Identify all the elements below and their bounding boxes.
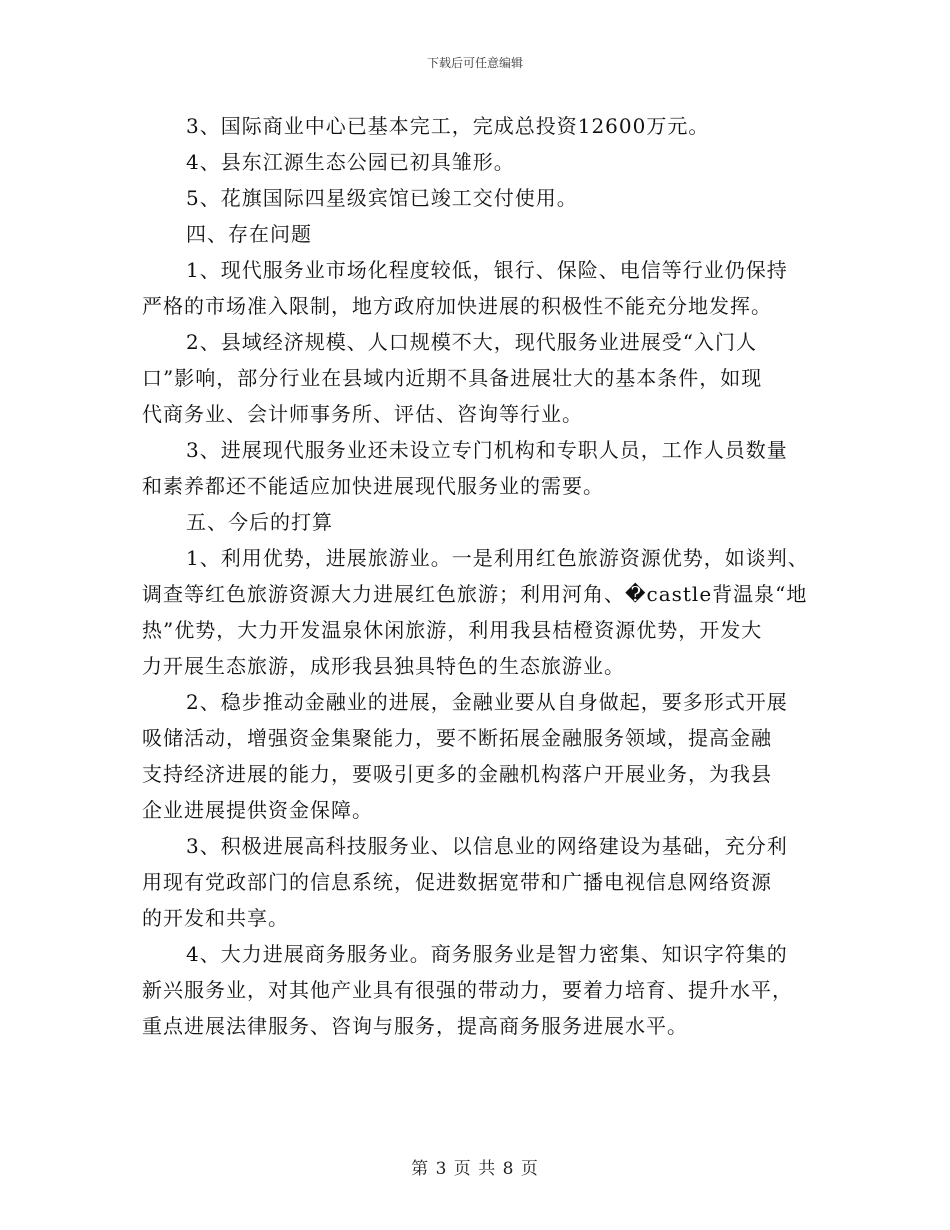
section-heading: 四、存在问题 [186, 222, 312, 246]
paragraph-line: 用现有党政部门的信息系统，促进数据宽带和广播电视信息网络资源 [142, 870, 772, 894]
paragraph-line: 4、大力进展商务服务业。商务服务业是智力密集、知识字符集的 [186, 942, 788, 966]
paragraph-line: 调查等红色旅游资源大力进展红色旅游；利用河角、�castle背温泉“地 [142, 582, 808, 606]
paragraph-line: 2、稳步推动金融业的进展，金融业要从自身做起，要多形式开展 [186, 690, 788, 714]
paragraph-line: 支持经济进展的能力，要吸引更多的金融机构落户开展业务，为我县 [142, 762, 772, 786]
paragraph-line: 1、现代服务业市场化程度较低，银行、保险、电信等行业仍保持 [186, 258, 788, 282]
paragraph-line: 代商务业、会计师事务所、评估、咨询等行业。 [142, 402, 583, 426]
paragraph-line: 重点进展法律服务、咨询与服务，提高商务服务进展水平。 [142, 1014, 688, 1038]
paragraph-line: 口”影响，部分行业在县域内近期不具备进展壮大的基本条件，如现 [142, 366, 763, 390]
paragraph-line: 和素养都还不能适应加快进展现代服务业的需要。 [142, 474, 604, 498]
paragraph-line: 3、国际商业中心已基本完工，完成总投资12600万元。 [186, 114, 710, 138]
paragraph-line: 5、花旗国际四星级宾馆已竣工交付使用。 [186, 186, 578, 210]
paragraph-line: 新兴服务业，对其他产业具有很强的带动力，要着力培育、提升水平， [142, 978, 793, 1002]
paragraph-line: 吸储活动，增强资金集聚能力，要不断拓展金融服务领域，提高金融 [142, 726, 772, 750]
header-note: 下载后可任意编辑 [426, 56, 523, 70]
paragraph-line: 企业进展提供资金保障。 [142, 798, 373, 822]
paragraph-line: 3、进展现代服务业还未设立专门机构和专职人员，工作人员数量 [186, 438, 788, 462]
paragraph-line: 的开发和共享。 [142, 906, 289, 930]
section-heading: 五、今后的打算 [186, 510, 333, 534]
paragraph-line: 2、县域经济规模、人口规模不大，现代服务业进展受“入门人 [186, 330, 757, 354]
paragraph-line: 3、积极进展高科技服务业、以信息业的网络建设为基础，充分利 [186, 834, 788, 858]
paragraph-line: 力开展生态旅游，成形我县独具特色的生态旅游业。 [142, 654, 625, 678]
document-body [142, 108, 822, 1044]
page-number-footer: 第 3 页 共 8 页 [411, 1159, 539, 1179]
paragraph-line: 热”优势，大力开发温泉休闲旅游，利用我县桔橙资源优势，开发大 [142, 618, 763, 642]
paragraph-line: 4、县东江源生态公园已初具雏形。 [186, 150, 515, 174]
paragraph-line: 1、利用优势，进展旅游业。一是利用红色旅游资源优势，如谈判、 [186, 546, 809, 570]
paragraph-line: 严格的市场准入限制，地方政府加快进展的积极性不能充分地发挥。 [142, 294, 772, 318]
